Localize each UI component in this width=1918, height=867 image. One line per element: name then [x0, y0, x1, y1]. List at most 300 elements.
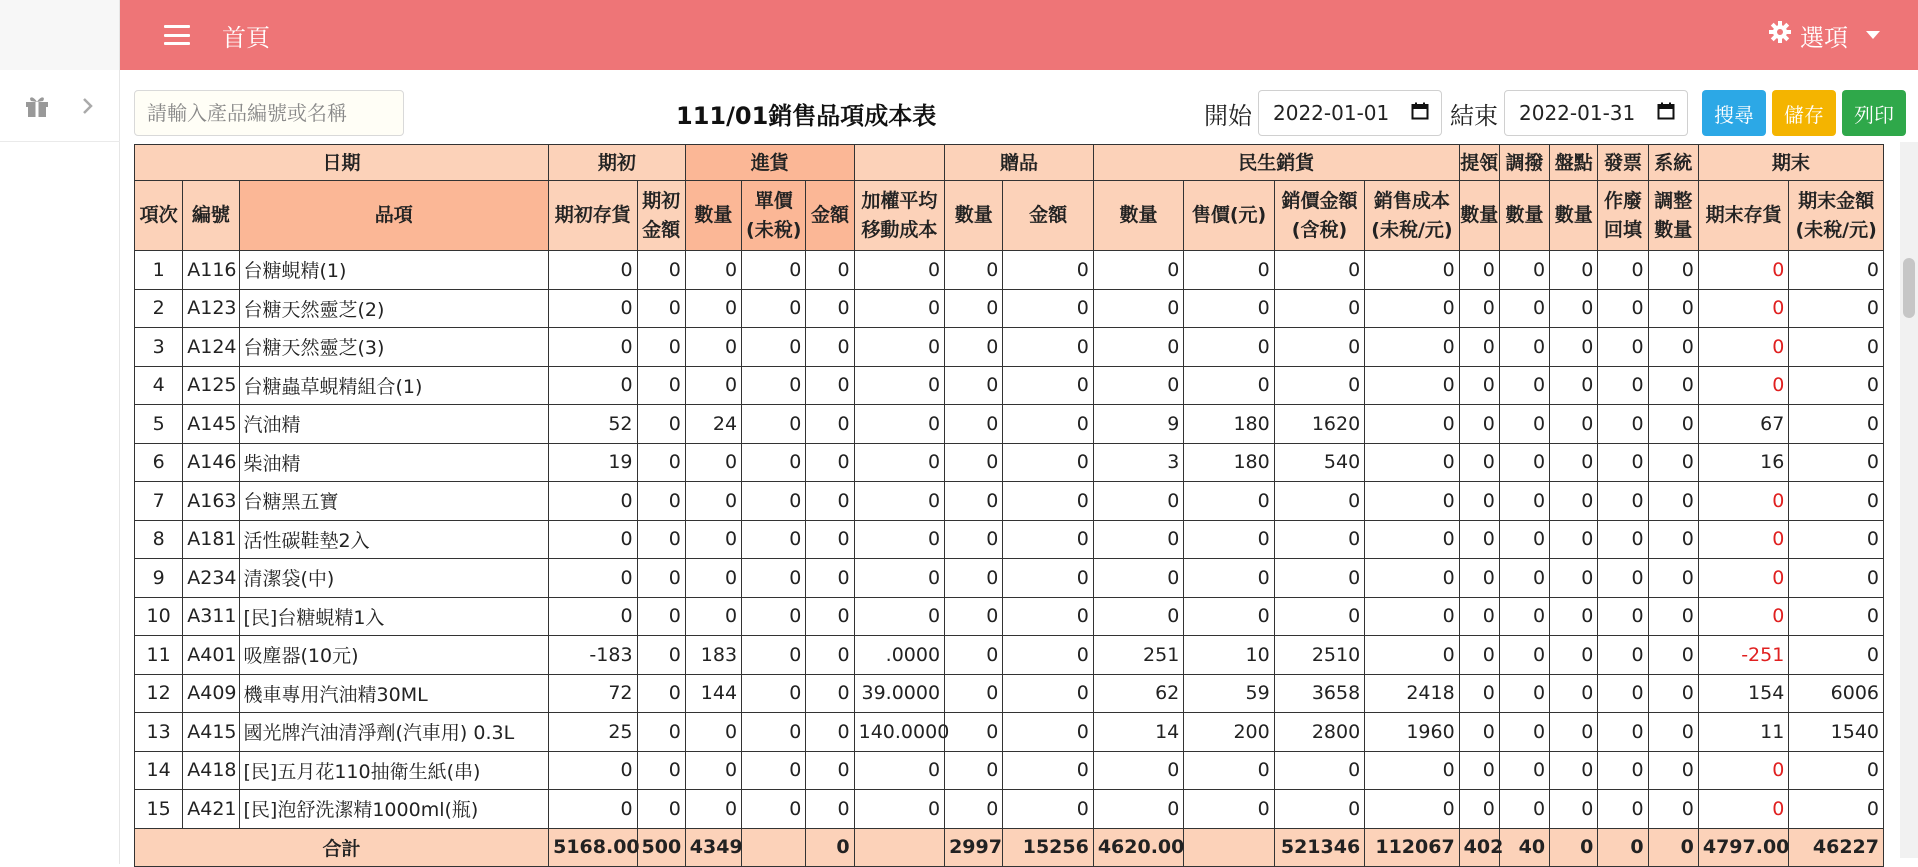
table-cell: 0 [1003, 405, 1093, 444]
table-cell: 0 [854, 520, 944, 559]
table-cell: 0 [1789, 597, 1884, 636]
topbar [120, 0, 1918, 70]
end-date-input[interactable] [1504, 90, 1688, 136]
table-cell: 0 [685, 251, 741, 290]
table-row[interactable] [135, 328, 1884, 367]
table-cell: 0 [1648, 674, 1698, 713]
group-header-row [135, 145, 1884, 181]
table-cell: 0 [685, 559, 741, 598]
column-header: 期末金額(未稅/元) [1789, 181, 1884, 251]
table-cell: 0 [1550, 289, 1598, 328]
table-cell: 0 [637, 289, 685, 328]
group-header: 系統 [1648, 145, 1698, 181]
table-row[interactable] [135, 674, 1884, 713]
options-menu[interactable] [1768, 18, 1880, 53]
column-header: 銷價金額(含稅) [1274, 181, 1364, 251]
group-header: 民生銷貨 [1093, 145, 1459, 181]
table-cell: 0 [1459, 366, 1499, 405]
totals-cell: 2997 [945, 828, 1003, 866]
table-cell: 6 [135, 443, 183, 482]
table-cell: 0 [945, 559, 1003, 598]
table-cell: 0 [806, 636, 854, 675]
table-cell: 0 [685, 443, 741, 482]
table-cell: 0 [1598, 520, 1648, 559]
table-cell: 0 [854, 482, 944, 521]
table-cell: 7 [135, 482, 183, 521]
table-cell: 0 [1184, 559, 1274, 598]
column-header: 售價(元) [1184, 181, 1274, 251]
table-cell: 0 [806, 674, 854, 713]
table-cell: 0 [685, 520, 741, 559]
table-cell: 8 [135, 520, 183, 559]
save-button[interactable]: 儲存 [1772, 90, 1836, 136]
table-cell: A409 [183, 674, 239, 713]
table-cell: 0 [742, 751, 806, 790]
table-cell: 0 [1274, 251, 1364, 290]
table-cell: 180 [1184, 405, 1274, 444]
column-header: 單價(未稅) [742, 181, 806, 251]
table-row[interactable] [135, 443, 1884, 482]
table-cell: 140.0000 [854, 713, 944, 752]
table-cell: 0 [685, 713, 741, 752]
table-cell: 14 [135, 751, 183, 790]
column-header: 加權平均移動成本 [854, 181, 944, 251]
table-cell: 72 [549, 674, 637, 713]
table-cell: 0 [1365, 751, 1459, 790]
table-cell: 0 [1598, 289, 1648, 328]
table-cell: 0 [685, 790, 741, 829]
sidebar-item-gift[interactable] [0, 70, 120, 142]
start-date-value: 2022-01-01 [1273, 101, 1390, 125]
column-header: 作廢回填 [1598, 181, 1648, 251]
table-cell: 0 [1550, 674, 1598, 713]
table-cell: 0 [1459, 328, 1499, 367]
table-cell: 0 [945, 790, 1003, 829]
totals-cell: 5168.00 [549, 828, 637, 866]
table-cell: 0 [1093, 790, 1183, 829]
table-cell: .0000 [854, 636, 944, 675]
table-cell: 0 [1550, 597, 1598, 636]
table-cell: 0 [1365, 482, 1459, 521]
table-cell: 9 [1093, 405, 1183, 444]
table-cell: 0 [1789, 289, 1884, 328]
table-cell: 0 [1648, 597, 1698, 636]
table-cell: 0 [945, 251, 1003, 290]
table-cell: 0 [1598, 751, 1648, 790]
table-cell: 0 [1550, 520, 1598, 559]
gift-icon [24, 94, 50, 118]
table-cell: 0 [806, 559, 854, 598]
options-label: 選項 [1800, 23, 1848, 52]
table-cell: 0 [1648, 482, 1698, 521]
column-header: 金額 [806, 181, 854, 251]
table-row[interactable] [135, 751, 1884, 790]
end-date-value: 2022-01-31 [1519, 101, 1636, 125]
table-cell: 0 [1459, 674, 1499, 713]
toolbar [134, 88, 1906, 138]
table-cell: 0 [1550, 559, 1598, 598]
table-cell: 0 [1003, 366, 1093, 405]
table-cell: 0 [945, 289, 1003, 328]
table-cell: 0 [1365, 520, 1459, 559]
table-cell: 0 [1365, 559, 1459, 598]
table-cell: 0 [1093, 751, 1183, 790]
table-cell: 0 [854, 328, 944, 367]
table-cell: 0 [549, 559, 637, 598]
totals-cell [742, 828, 806, 866]
table-cell: 0 [1459, 597, 1499, 636]
table-cell: 0 [742, 559, 806, 598]
table-cell: 0 [742, 251, 806, 290]
table-cell: 0 [1550, 790, 1598, 829]
group-header: 日期 [135, 145, 549, 181]
table-cell: A415 [183, 713, 239, 752]
table-cell: 9 [135, 559, 183, 598]
table-cell: 0 [1598, 790, 1648, 829]
date-range [1204, 88, 1906, 138]
table-cell: 0 [806, 790, 854, 829]
scrollbar-thumb[interactable] [1903, 258, 1915, 318]
table-cell: 0 [549, 751, 637, 790]
table-cell: 0 [1698, 597, 1788, 636]
table-cell: 0 [945, 674, 1003, 713]
column-header: 金額 [1003, 181, 1093, 251]
table-cell: 2510 [1274, 636, 1364, 675]
table-cell: 0 [1365, 443, 1459, 482]
table-cell: 0 [742, 328, 806, 367]
table-cell: 0 [806, 328, 854, 367]
table-row[interactable] [135, 251, 1884, 290]
table-cell: 0 [549, 251, 637, 290]
group-header: 贈品 [945, 145, 1094, 181]
table-cell: A123 [183, 289, 239, 328]
table-cell: 0 [1499, 559, 1549, 598]
table-cell: 0 [1499, 443, 1549, 482]
table-cell: 0 [1598, 328, 1648, 367]
table-cell: 0 [806, 482, 854, 521]
totals-cell: 46227 [1789, 828, 1884, 866]
totals-cell: 4620.00 [1093, 828, 1183, 866]
column-header: 期末存貨 [1698, 181, 1788, 251]
table-cell: 0 [945, 520, 1003, 559]
table-cell: 0 [549, 597, 637, 636]
table-cell: 0 [1648, 328, 1698, 367]
table-cell: 0 [806, 443, 854, 482]
table-cell: 0 [1789, 405, 1884, 444]
group-header: 提領 [1459, 145, 1499, 181]
table-cell: 0 [1648, 751, 1698, 790]
table-cell: 5 [135, 405, 183, 444]
table-cell: 0 [1698, 328, 1788, 367]
table-cell: 0 [1184, 289, 1274, 328]
totals-cell: 0 [1648, 828, 1698, 866]
column-header-row [135, 181, 1884, 251]
table-row[interactable] [135, 405, 1884, 444]
table-row[interactable] [135, 520, 1884, 559]
table-cell: 0 [1274, 751, 1364, 790]
table-cell: 0 [806, 520, 854, 559]
table-cell: 0 [742, 597, 806, 636]
table-cell: 0 [1698, 289, 1788, 328]
table-cell: 0 [1365, 790, 1459, 829]
column-header: 期初金額 [637, 181, 685, 251]
table-cell: 機車專用汽油精30ML [239, 674, 549, 713]
table-cell: 0 [742, 405, 806, 444]
table-cell: 12 [135, 674, 183, 713]
table-cell: 24 [685, 405, 741, 444]
table-cell: 0 [1184, 251, 1274, 290]
totals-cell: 4797.00 [1698, 828, 1788, 866]
table-cell: 0 [685, 366, 741, 405]
table-cell: 0 [1274, 559, 1364, 598]
home-link[interactable]: 首頁 [222, 23, 270, 52]
column-header: 數量 [1499, 181, 1549, 251]
table-row[interactable] [135, 559, 1884, 598]
table-cell: 14 [1093, 713, 1183, 752]
table-cell: 0 [685, 328, 741, 367]
table-cell: 0 [1093, 520, 1183, 559]
calendar-icon[interactable] [1657, 101, 1675, 125]
table-cell: 0 [1093, 366, 1183, 405]
table-cell: 62 [1093, 674, 1183, 713]
table-cell: 0 [1499, 405, 1549, 444]
table-cell: 0 [854, 559, 944, 598]
end-label: 結束 [1450, 101, 1498, 130]
table-cell: 0 [854, 751, 944, 790]
table-cell: 0 [1550, 751, 1598, 790]
table-cell: 0 [1365, 636, 1459, 675]
table-cell: 0 [1365, 366, 1459, 405]
table-cell: 3 [1093, 443, 1183, 482]
table-row[interactable] [135, 482, 1884, 521]
column-header: 數量 [1550, 181, 1598, 251]
table-cell: 0 [945, 713, 1003, 752]
table-cell: 1620 [1274, 405, 1364, 444]
table-cell: 0 [549, 328, 637, 367]
table-cell: 0 [685, 289, 741, 328]
table-cell: 0 [1550, 713, 1598, 752]
search-input[interactable] [134, 90, 404, 136]
table-cell: 汽油精 [239, 405, 549, 444]
table-cell: 0 [1499, 366, 1549, 405]
table-cell: 0 [854, 790, 944, 829]
table-cell: 0 [1648, 405, 1698, 444]
table-cell: 0 [1003, 674, 1093, 713]
table-cell: 0 [1598, 597, 1648, 636]
table-cell: 0 [1550, 443, 1598, 482]
column-header: 編號 [183, 181, 239, 251]
table-cell: 183 [685, 636, 741, 675]
start-date-input[interactable] [1258, 90, 1442, 136]
table-cell: 0 [1789, 366, 1884, 405]
sidebar [0, 0, 120, 864]
table-cell: 0 [1184, 482, 1274, 521]
table-row[interactable] [135, 636, 1884, 675]
table-cell: 0 [1365, 597, 1459, 636]
table-cell: 200 [1184, 713, 1274, 752]
table-cell: 0 [1550, 482, 1598, 521]
table-cell: 0 [1003, 713, 1093, 752]
table-cell: 0 [1093, 328, 1183, 367]
table-cell: 15 [135, 790, 183, 829]
table-cell: 0 [1003, 328, 1093, 367]
table-cell: 0 [742, 713, 806, 752]
totals-row [135, 828, 1884, 866]
table-row[interactable] [135, 790, 1884, 829]
table-cell: 台糖天然靈芝(3) [239, 328, 549, 367]
table-cell: 10 [1184, 636, 1274, 675]
table-cell: 0 [1459, 251, 1499, 290]
table-cell: 0 [1003, 482, 1093, 521]
table-cell: 0 [1003, 251, 1093, 290]
table-cell: 0 [1598, 674, 1648, 713]
group-header: 發票 [1598, 145, 1648, 181]
table-row[interactable] [135, 713, 1884, 752]
table-cell: 0 [1184, 597, 1274, 636]
start-label: 開始 [1204, 101, 1252, 130]
table-cell: 活性碳鞋墊2入 [239, 520, 549, 559]
table-cell: 0 [806, 597, 854, 636]
table-cell: [民]五月花110抽衛生紙(串) [239, 751, 549, 790]
column-header: 期初存貨 [549, 181, 637, 251]
table-cell: 0 [1274, 597, 1364, 636]
table-cell: 0 [1648, 366, 1698, 405]
table-cell: 0 [806, 405, 854, 444]
table-cell: A145 [183, 405, 239, 444]
cost-table-container[interactable] [134, 144, 1884, 860]
table-cell: 0 [1459, 443, 1499, 482]
totals-cell: 4349 [685, 828, 741, 866]
table-cell: 0 [1365, 405, 1459, 444]
page-scrollbar[interactable] [1900, 142, 1918, 858]
table-cell: 0 [742, 636, 806, 675]
table-cell: 0 [945, 443, 1003, 482]
table-cell: 2 [135, 289, 183, 328]
table-row[interactable] [135, 289, 1884, 328]
table-cell: 13 [135, 713, 183, 752]
table-cell: 0 [1648, 559, 1698, 598]
print-button[interactable]: 列印 [1842, 90, 1906, 136]
chevron-right-icon [82, 97, 94, 115]
table-cell: 0 [1550, 366, 1598, 405]
table-cell: 0 [1499, 289, 1549, 328]
table-cell: A401 [183, 636, 239, 675]
table-cell: 0 [1274, 790, 1364, 829]
table-cell: A163 [183, 482, 239, 521]
table-cell: 0 [1274, 289, 1364, 328]
table-cell: 國光牌汽油清淨劑(汽車用) 0.3L [239, 713, 549, 752]
table-cell: 0 [1698, 482, 1788, 521]
table-cell: 0 [1003, 597, 1093, 636]
table-cell: 0 [1184, 751, 1274, 790]
totals-label: 合計 [135, 828, 549, 866]
table-cell: A146 [183, 443, 239, 482]
table-cell: 0 [1698, 366, 1788, 405]
table-cell: 0 [1459, 520, 1499, 559]
table-cell: -251 [1698, 636, 1788, 675]
table-cell: 0 [1459, 790, 1499, 829]
table-cell: 0 [1598, 559, 1648, 598]
table-cell: A421 [183, 790, 239, 829]
table-cell: 台糖黑五寶 [239, 482, 549, 521]
table-cell: 19 [549, 443, 637, 482]
table-cell: 0 [1550, 328, 1598, 367]
column-header: 銷售成本(未稅/元) [1365, 181, 1459, 251]
calendar-icon[interactable] [1411, 101, 1429, 125]
table-cell: 0 [1003, 751, 1093, 790]
table-cell: 0 [1648, 790, 1698, 829]
table-cell: 0 [1789, 328, 1884, 367]
totals-cell: 112067 [1365, 828, 1459, 866]
table-cell: 6006 [1789, 674, 1884, 713]
table-cell: 0 [1459, 713, 1499, 752]
table-cell: 0 [1003, 790, 1093, 829]
table-cell: 0 [1274, 366, 1364, 405]
table-cell: 251 [1093, 636, 1183, 675]
table-cell: 0 [1499, 713, 1549, 752]
table-cell: 0 [854, 405, 944, 444]
table-cell: 0 [1459, 289, 1499, 328]
menu-icon[interactable] [164, 25, 190, 45]
table-cell: 0 [1003, 520, 1093, 559]
table-cell: 0 [1184, 520, 1274, 559]
table-cell: 0 [945, 636, 1003, 675]
table-cell: 0 [1648, 443, 1698, 482]
table-cell: 0 [1093, 559, 1183, 598]
table-row[interactable] [135, 366, 1884, 405]
table-cell: 67 [1698, 405, 1788, 444]
table-cell: 1 [135, 251, 183, 290]
sidebar-header [0, 0, 119, 70]
table-cell: 0 [945, 328, 1003, 367]
table-cell: 2800 [1274, 713, 1364, 752]
table-cell: 0 [1499, 520, 1549, 559]
table-cell: 540 [1274, 443, 1364, 482]
table-cell: 0 [637, 366, 685, 405]
table-cell: A181 [183, 520, 239, 559]
table-cell: 0 [1365, 251, 1459, 290]
table-cell: 0 [1093, 482, 1183, 521]
table-cell: 0 [945, 751, 1003, 790]
table-cell: 0 [637, 443, 685, 482]
table-cell: 0 [1499, 674, 1549, 713]
table-cell: 0 [1550, 405, 1598, 444]
table-cell: 0 [1459, 482, 1499, 521]
search-button[interactable]: 搜尋 [1702, 90, 1766, 136]
table-cell: 0 [1648, 713, 1698, 752]
table-cell: 0 [1789, 520, 1884, 559]
table-cell: 台糖蟲草蜆精組合(1) [239, 366, 549, 405]
table-cell: 0 [637, 636, 685, 675]
table-cell: 0 [806, 366, 854, 405]
table-cell: 0 [1274, 520, 1364, 559]
table-row[interactable] [135, 597, 1884, 636]
group-header: 盤點 [1550, 145, 1598, 181]
table-cell: 0 [1184, 790, 1274, 829]
table-cell: 0 [1598, 482, 1648, 521]
table-cell: 0 [1789, 751, 1884, 790]
table-cell: [民]台糖蜆精1入 [239, 597, 549, 636]
table-cell: 0 [742, 366, 806, 405]
totals-cell: 0 [1550, 828, 1598, 866]
column-header: 數量 [685, 181, 741, 251]
table-cell: 台糖天然靈芝(2) [239, 289, 549, 328]
table-cell: 2418 [1365, 674, 1459, 713]
table-cell: A234 [183, 559, 239, 598]
totals-cell: 500 [637, 828, 685, 866]
table-cell: 0 [1093, 597, 1183, 636]
table-cell: 0 [742, 520, 806, 559]
